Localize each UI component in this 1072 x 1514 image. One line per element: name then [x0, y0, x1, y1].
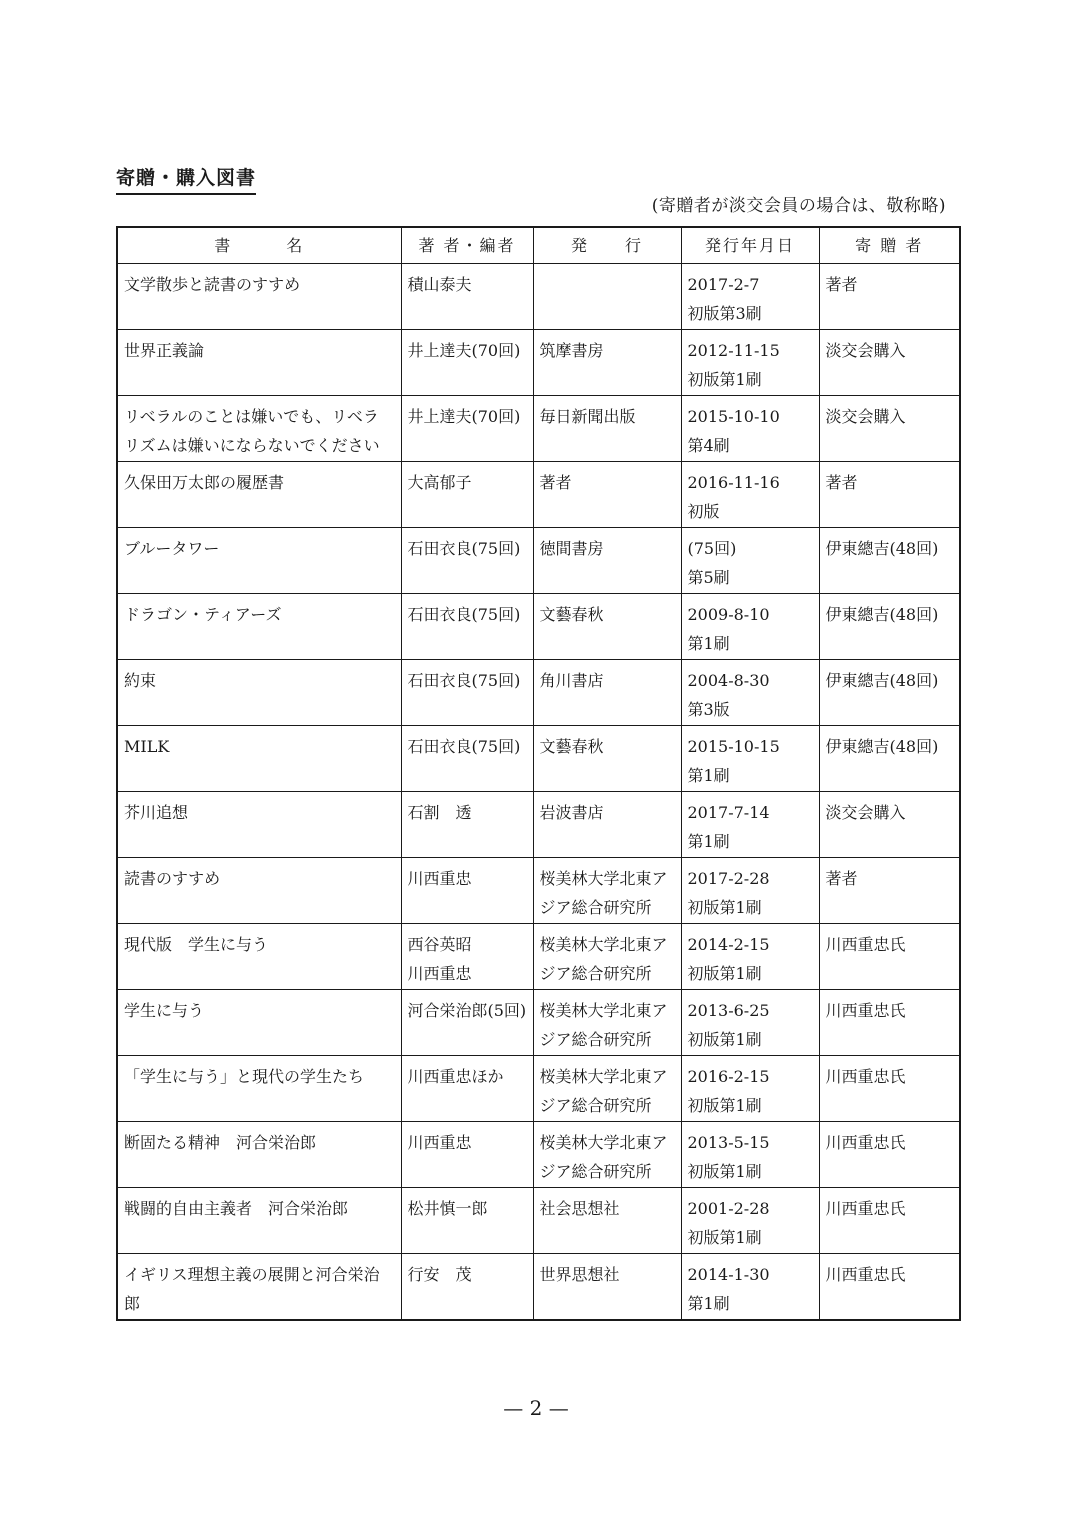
header-publisher: 発 行: [533, 227, 681, 264]
cell-author: 西谷英昭 川西重忠: [401, 924, 533, 990]
cell-publisher: 世界思想社: [533, 1254, 681, 1321]
cell-donor: 川西重忠氏: [819, 1188, 960, 1254]
cell-date: (75回) 第5刷: [681, 528, 819, 594]
cell-author: 川西重忠: [401, 858, 533, 924]
table-row: [117, 1254, 960, 1321]
cell-donor: 淡交会購入: [819, 792, 960, 858]
cell-publisher: 毎日新聞出版: [533, 396, 681, 462]
cell-title: 現代版 学生に与う: [117, 924, 401, 990]
cell-donor: 川西重忠氏: [819, 1254, 960, 1321]
cell-author: 石田衣良(75回): [401, 528, 533, 594]
cell-donor: 伊東總吉(48回): [819, 660, 960, 726]
cell-publisher: 角川書店: [533, 660, 681, 726]
table-row: [117, 858, 960, 924]
cell-author: 大高郁子: [401, 462, 533, 528]
cell-publisher: 筑摩書房: [533, 330, 681, 396]
cell-author: 行安 茂: [401, 1254, 533, 1321]
cell-author: 川西重忠: [401, 1122, 533, 1188]
cell-date: 2001-2-28 初版第1刷: [681, 1188, 819, 1254]
table-row: [117, 264, 960, 330]
cell-donor: 著者: [819, 264, 960, 330]
table-row: [117, 990, 960, 1056]
cell-date: 2016-11-16 初版: [681, 462, 819, 528]
cell-title: リベラルのことは嫌いでも、リベラリズムは嫌いにならないでください: [117, 396, 401, 462]
table-row: [117, 528, 960, 594]
cell-author: 石田衣良(75回): [401, 726, 533, 792]
header-title: 書 名: [117, 227, 401, 264]
section-title: 寄贈・購入図書: [116, 163, 256, 195]
cell-date: 2009-8-10 第1刷: [681, 594, 819, 660]
header-author: 著 者・編者: [401, 227, 533, 264]
cell-publisher: 桜美林大学北東アジア総合研究所: [533, 1122, 681, 1188]
cell-author: 井上達夫(70回): [401, 396, 533, 462]
cell-author: 河合栄治郎(5回): [401, 990, 533, 1056]
table-row: [117, 462, 960, 528]
donor-note: (寄贈者が淡交会員の場合は、敬称略): [651, 196, 946, 216]
cell-author: 松井慎一郎: [401, 1188, 533, 1254]
cell-title: 文学散歩と読書のすすめ: [117, 264, 401, 330]
cell-title: 久保田万太郎の履歴書: [117, 462, 401, 528]
cell-donor: 伊東總吉(48回): [819, 726, 960, 792]
cell-title: 学生に与う: [117, 990, 401, 1056]
table-header-row: [117, 227, 960, 264]
cell-publisher: [533, 264, 681, 330]
cell-donor: 著者: [819, 462, 960, 528]
table-row: [117, 726, 960, 792]
cell-publisher: 桜美林大学北東アジア総合研究所: [533, 1056, 681, 1122]
cell-donor: 淡交会購入: [819, 396, 960, 462]
table-row: [117, 792, 960, 858]
cell-title: 「学生に与う」と現代の学生たち: [117, 1056, 401, 1122]
cell-title: MILK: [117, 726, 401, 792]
cell-donor: 川西重忠氏: [819, 1056, 960, 1122]
cell-title: 戦闘的自由主義者 河合栄治郎: [117, 1188, 401, 1254]
header-donor: 寄 贈 者: [819, 227, 960, 264]
cell-donor: 伊東總吉(48回): [819, 594, 960, 660]
cell-date: 2015-10-10 第4刷: [681, 396, 819, 462]
table-row: [117, 1056, 960, 1122]
cell-publisher: 文藝春秋: [533, 726, 681, 792]
cell-author: 石割 透: [401, 792, 533, 858]
cell-donor: 著者: [819, 858, 960, 924]
cell-date: 2017-2-7 初版第3刷: [681, 264, 819, 330]
cell-publisher: 桜美林大学北東アジア総合研究所: [533, 858, 681, 924]
header-date: 発行年月日: [681, 227, 819, 264]
cell-date: 2012-11-15 初版第1刷: [681, 330, 819, 396]
table-row: [117, 924, 960, 990]
cell-date: 2013-6-25 初版第1刷: [681, 990, 819, 1056]
cell-donor: 川西重忠氏: [819, 990, 960, 1056]
cell-title: 約束: [117, 660, 401, 726]
cell-donor: 川西重忠氏: [819, 1122, 960, 1188]
table-row: [117, 1188, 960, 1254]
cell-title: 芥川追想: [117, 792, 401, 858]
cell-publisher: 岩波書店: [533, 792, 681, 858]
cell-donor: 淡交会購入: [819, 330, 960, 396]
cell-title: 断固たる精神 河合栄治郎: [117, 1122, 401, 1188]
table-row: [117, 396, 960, 462]
table-row: [117, 330, 960, 396]
cell-title: ブルータワー: [117, 528, 401, 594]
cell-date: 2013-5-15 初版第1刷: [681, 1122, 819, 1188]
cell-donor: 川西重忠氏: [819, 924, 960, 990]
cell-author: 積山泰夫: [401, 264, 533, 330]
cell-donor: 伊東總吉(48回): [819, 528, 960, 594]
cell-date: 2015-10-15 第1刷: [681, 726, 819, 792]
cell-date: 2004-8-30 第3版: [681, 660, 819, 726]
cell-date: 2017-7-14 第1刷: [681, 792, 819, 858]
cell-publisher: 桜美林大学北東アジア総合研究所: [533, 990, 681, 1056]
cell-title: 読書のすすめ: [117, 858, 401, 924]
page-number: — 2 —: [503, 1396, 569, 1420]
table-row: [117, 1122, 960, 1188]
cell-publisher: 文藝春秋: [533, 594, 681, 660]
cell-publisher: 桜美林大学北東アジア総合研究所: [533, 924, 681, 990]
cell-publisher: 著者: [533, 462, 681, 528]
table-row: [117, 594, 960, 660]
table-row: [117, 660, 960, 726]
cell-publisher: 徳間書房: [533, 528, 681, 594]
cell-author: 石田衣良(75回): [401, 660, 533, 726]
cell-date: 2017-2-28 初版第1刷: [681, 858, 819, 924]
cell-author: 石田衣良(75回): [401, 594, 533, 660]
cell-author: 川西重忠ほか: [401, 1056, 533, 1122]
cell-title: 世界正義論: [117, 330, 401, 396]
book-table: [116, 226, 961, 1321]
cell-title: ドラゴン・ティアーズ: [117, 594, 401, 660]
cell-date: 2014-2-15 初版第1刷: [681, 924, 819, 990]
cell-author: 井上達夫(70回): [401, 330, 533, 396]
cell-title: イギリス理想主義の展開と河合栄治郎: [117, 1254, 401, 1321]
cell-date: 2014-1-30 第1刷: [681, 1254, 819, 1321]
cell-publisher: 社会思想社: [533, 1188, 681, 1254]
cell-date: 2016-2-15 初版第1刷: [681, 1056, 819, 1122]
